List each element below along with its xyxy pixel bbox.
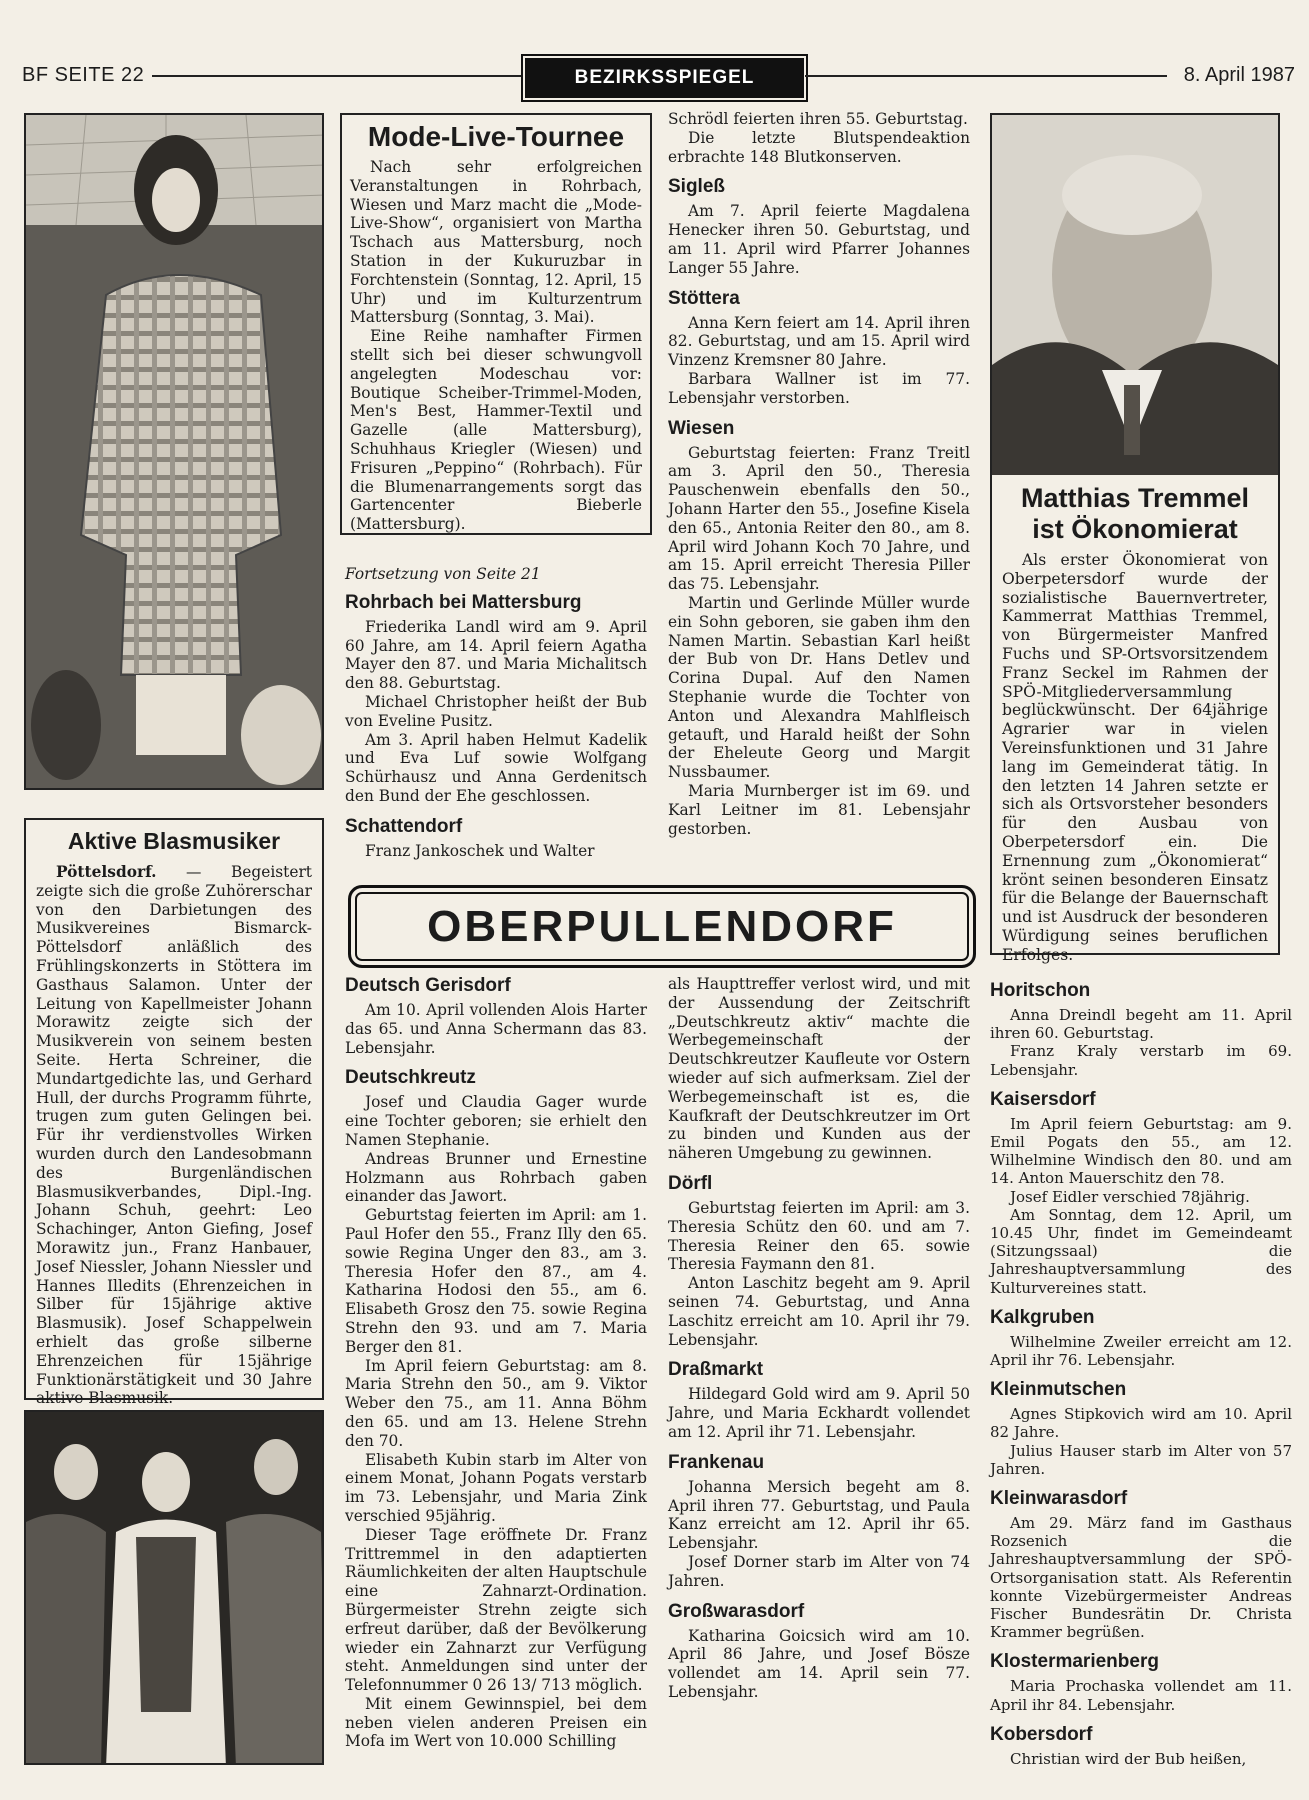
klostermarienberg-text: Maria Prochaska vollendet am 11. April ihr 84. Lebensjahr. (990, 1677, 1292, 1714)
kalkgruben-text: Wilhelmine Zweiler erreicht am 12. April ihr 76. Lebensjahr. (990, 1332, 1292, 1370)
stoettera-heading: Stöttera (668, 287, 740, 309)
horitschon-p2: Franz Kraly verstarb im 69. Lebensjahr. (990, 1042, 1292, 1079)
deutsch-gerisdorf-text: Am 10. April vollenden Alois Harter das 65. und Anna Schermann das 83. Lebensjahr. (345, 1001, 647, 1057)
tremmel-article (992, 475, 1278, 965)
horitschon-heading: Horitschon (990, 980, 1091, 1001)
kleinmutschen-heading: Kleinmutschen (990, 1379, 1127, 1401)
kleinmutschen-p1: Agnes Stipkovich wird am 10. April 82 Jahre. (990, 1405, 1292, 1442)
blasmusik-headline: Aktive Blasmusiker (67, 828, 281, 854)
deutschkreutz-continuation: als Haupttreffer verlost wird, und mit der Aussendung der Zeitschrift „Deutschkreutz aktiv“ machte die Werbegemeinschaft der Deutschkreutzer Kaufleute vor Ostern wieder auf sich aufmerksam. Ziel der Werbegemeinschaft ist es, die Kaufkraft der Deutschkreutzer im Ort zu binden und Kunden aus der näheren Umgebung zu gewinnen. (668, 975, 970, 1163)
region-banner: OBERPULLENDORF (348, 885, 976, 968)
fashion-photo-image (26, 115, 324, 790)
blasmusik-body: — Begeistert zeigte sich die große Zuhörerschar von den Darbietungen des Musikvereines Bismarck-Pöttelsdorf anläßlich des Frühlingskonzerts in Stöttera im Gasthaus Salamon. Unter der Leitung von Kapellmeister Johann Morawitz zeigte sich der Musikverein von seinem besten Seite. Herta Schreiner, die Mundartgedichte las, und Gerhard Hull, der durchs Programm führte, trugen zum guten Gelingen bei. Für ihr verdienstvolles Wirken wurden durch den Landesobmann des Burgenländischen Blasmusikverbandes, Dipl.-Ing. Johann Schuh, geehrt: Leo Schachinger, Anton Giefing, Josef Morawitz jun., Franz Hanbauer, Josef Niessler, Johann Niessler und Hannes Illedits (Ehrenzeichen in Silber für 15jährige aktive Blasmusik). Josef Schappelwein erhielt das große silberne Ehrenzeichen für 15jährige Funktionärstätigkeit und 30 Jahre aktive Blasmusik. (36, 863, 312, 1408)
grosswarasdorf-heading: Großwarasdorf (668, 1600, 805, 1622)
mode-article (340, 113, 652, 535)
header-rule-right (805, 75, 1167, 77)
blood-donation: Die letzte Blutspendeaktion erbrachte 148 Blutkonserven. (668, 128, 970, 166)
band-photo-image (26, 1412, 324, 1765)
column-c (990, 980, 1292, 1768)
kleinwarasdorf-heading: Kleinwarasdorf (990, 1488, 1128, 1510)
column-a (345, 975, 647, 1751)
kobersdorf-text: Christian wird der Bub heißen, (1010, 1749, 1247, 1768)
kobersdorf-heading: Kobersdorf (990, 1723, 1093, 1745)
klostermarienberg-heading: Klostermarienberg (990, 1651, 1159, 1673)
tremmel-box (990, 113, 1280, 964)
drassmarkt-heading: Draßmarkt (668, 1359, 764, 1381)
frankenau-heading: Frankenau (668, 1451, 765, 1473)
blasmusik-article (24, 818, 324, 1408)
column-3-top (668, 110, 970, 838)
doerfl-p2: Anton Laschitz begeht am 9. April seinen 74. Geburtstag, und Anna Laschitz erreicht am 10. April ihr 79. Lebensjahr. (668, 1274, 970, 1349)
mode-paragraph-2: Eine Reihe namhafter Firmen stellt sich bei dieser schwungvoll angelegten Modeschau vor: Boutique Scheiber-Trimmel-Moden, Men's Best, Hammer-Textil und Gazelle (alle Mattersburg), Schuhhaus Kriegler (Wiesen) und Frisuren „Peppino“ (Rohrbach). Für die Blumenarrangements sorgt das Gartencenter Bieberle (Mattersburg). (350, 327, 642, 534)
tremmel-portrait (992, 115, 1278, 475)
issue-date: 8. April 1987 (1183, 64, 1295, 86)
band-photo (24, 1410, 324, 1765)
deutschkreutz-p5: Elisabeth Kubin starb im Alter von einem Monat, Johann Pogats verstarb im 73. Lebensjahr, und Maria Zink verschied 95jährig. (345, 1450, 647, 1525)
sigless-heading: Sigleß (668, 176, 726, 198)
header-rule-left (152, 75, 524, 77)
wiesen-text-3: Maria Murnberger ist im 69. und Karl Leitner im 81. Lebensjahr gestorben. (668, 781, 970, 838)
blasmusik-text (36, 863, 312, 1408)
wiesen-continuation: Schrödl feierten ihren 55. Geburtstag. (668, 110, 968, 128)
deutschkreutz-p7: Mit einem Gewinnspiel, bei dem neben vielen anderen Preisen ein Mofa im Wert von 10.000 Schilling (345, 1694, 647, 1751)
wiesen-heading: Wiesen (668, 417, 735, 439)
rohrbach-paragraph-1: Friederika Landl wird am 9. April 60 Jahre, am 14. April feiern Agatha Mayer den 87. und Maria Michalitsch den 88. Geburtstag. (345, 617, 647, 693)
frankenau-p1: Johanna Mersich begeht am 8. April ihren 77. Geburtstag, und Paula Kanz erreicht am 12. April ihr 65. Lebensjahr. (668, 1477, 970, 1553)
wiesen-text-1: Geburtstag feierten: Franz Treitl am 3. April den 50., Theresia Pauschenwein ebenfalls den 50., Johann Harter den 55., Josefine Kisela den 65., Antonia Reiter den 80., am 8. April wird Johann Koch 70 Jahre, und am 15. April erreicht Theresia Piller das 75. Lebensjahr. (668, 443, 970, 594)
deutschkreutz-p1: Josef und Claudia Gager wurde eine Tochter geboren; sie erhielt den Namen Stephanie. (345, 1093, 647, 1149)
kaisersdorf-p1: Im April feiern Geburtstag: am 9. Emil Pogats den 55., am 12. Wilhelmine Windisch den 80. und am 14. Anton Mauerschitz den 78. (990, 1114, 1292, 1188)
section-banner: BEZIRKSSPIEGEL (525, 58, 804, 98)
mode-paragraph-1: Nach sehr erfolgreichen Veranstaltungen in Rohrbach, Wiesen und Marz macht die „Mode-Live-Show“, organisiert von Martha Tschach aus Mattersburg, noch Station in der Kukuruzbar in Forchtenstein (Sonntag, 12. April, 15 Uhr) und im Kulturzentrum Mattersburg (Sonntag, 3. Mai). (350, 158, 642, 327)
rohrbach-article (345, 565, 647, 861)
doerfl-p1: Geburtstag feierten im April: am 3. Theresia Schütz den 60. und am 7. Theresia Reiner den 65. sowie Theresia Faymann den 81. (668, 1198, 970, 1274)
rohrbach-paragraph-2: Michael Christopher heißt der Bub von Eveline Pusitz. (345, 692, 647, 730)
tremmel-text: Als erster Ökonomierat von Oberpetersdorf wurde der sozialistische Bauernvertreter, Kammerrat Matthias Tremmel, von Bürgermeister Manfred Fuchs und SP-Ortsvorsitzendem Franz Seckel im Rahmen der SPÖ-Mitgliederversammlung beglückwünscht. Der 64jährige Agrarier war in vielen Vereinsfunktionen und 31 Jahre lang im Gemeinderat tätig. In den letzten 14 Jahren setzte er sich als Ortsvorsteher besonders für den Ausbau von Oberpetersdorf ein. Die Ernennung zum „Ökonomierat“ krönt seinen besonderen Einsatz für die Belange der Bauernschaft und ist Ausdruck der besonderen Würdigung seines beruflichen Erfolges. (1002, 551, 1268, 964)
horitschon-p1: Anna Dreindl begeht am 11. April ihren 60. Geburtstag. (990, 1006, 1292, 1043)
kaisersdorf-p2: Josef Eidler verschied 78jährig. (1010, 1187, 1250, 1206)
wiesen-text-2: Martin und Gerlinde Müller wurde ein Sohn geboren, sie gaben ihm den Namen Martin. Sebastian Karl heißt der Bub von Dr. Hans Detlev und Corina Dupal. Auf den Namen Stephanie wurde die Tochter von Anton und Alexandra Mahlfleisch getauft, und Harald heißt der Sohn der Eheleute Georg und Margit Nussbaumer. (668, 593, 970, 782)
schattendorf-heading: Schattendorf (345, 815, 463, 837)
deutschkreutz-p3: Geburtstag feierten im April: am 1. Paul Hofer den 55., Franz Illy den 65. sowie Regina Unger den 83., am 3. Theresia Hofer den 87., am 4. Katharina Hodosi den 55., am 6. Elisabeth Grosz den 75. sowie Regina Strehn den 93. und am 7. Maria Berger den 81. (345, 1206, 647, 1356)
portrait-image (992, 115, 1278, 475)
deutschkreutz-heading: Deutschkreutz (345, 1067, 476, 1089)
rohrbach-paragraph-3: Am 3. April haben Helmut Kadelik und Eva Luf sowie Wolfgang Schürhausz und Anna Gerdenitsch den Bund der Ehe geschlossen. (345, 730, 647, 805)
continuation-note: Fortsetzung von Seite 21 (345, 565, 541, 583)
kleinmutschen-p2: Julius Hauser starb im Alter von 57 Jahren. (990, 1441, 1292, 1478)
sigless-text: Am 7. April feierte Magdalena Henecker ihren 50. Geburtstag, und am 11. April wird Pfarrer Johannes Langer 55 Jahre. (668, 202, 970, 277)
column-b (668, 975, 970, 1702)
kalkgruben-heading: Kalkgruben (990, 1306, 1095, 1328)
stoettera-text-2: Barbara Wallner ist im 77. Lebensjahr verstorben. (668, 369, 970, 407)
blasmusik-place: Pöttelsdorf. (56, 863, 157, 881)
schattendorf-text: Franz Jankoschek und Walter (365, 841, 595, 860)
tremmel-headline: Matthias Tremmel ist Ökonomierat (1020, 483, 1250, 544)
deutschkreutz-p4: Im April feiern Geburtstag: am 8. Maria Strehn den 50., am 9. Viktor Weber den 75., am 11. Anna Böhm den 65. und am 13. Helene Strehn den 70. (345, 1356, 647, 1450)
stoettera-text-1: Anna Kern feiert am 14. April ihren 82. Geburtstag, und am 15. April wird Vinzenz Kremsner 80 Jahre. (668, 313, 970, 370)
grosswarasdorf-text: Katharina Goicsich wird am 10. April 86 Jahre, und Josef Bösze vollendet am 14. April sein 77. Lebensjahr. (668, 1626, 970, 1701)
frankenau-p2: Josef Dorner starb im Alter von 74 Jahren. (668, 1552, 970, 1590)
page-label: BF SEITE 22 (22, 64, 145, 86)
kaisersdorf-heading: Kaisersdorf (990, 1088, 1096, 1110)
deutschkreutz-p2: Andreas Brunner und Ernestine Holzmann aus Rohrbach gaben einander das Jawort. (345, 1149, 647, 1206)
deutsch-gerisdorf-heading: Deutsch Gerisdorf (345, 975, 511, 996)
kaisersdorf-p3: Am Sonntag, dem 12. April, um 10.45 Uhr, findet im Gemeindeamt (Sitzungssaal) die Jahreshauptversammlung des Kulturvereines statt. (990, 1205, 1292, 1297)
fashion-photo (24, 113, 324, 790)
rohrbach-heading: Rohrbach bei Mattersburg (345, 591, 582, 613)
kleinwarasdorf-text: Am 29. März fand im Gasthaus Rozsenich die Jahreshauptversammlung der SPÖ-Ortsorganisation statt. Als Referentin konnte Vizebürgermeister Andreas Fischer Bundesrätin Dr. Christa Krammer begrüßen. (990, 1514, 1292, 1642)
doerfl-heading: Dörfl (668, 1172, 713, 1194)
drassmarkt-text: Hildegard Gold wird am 9. April 50 Jahre, und Maria Eckhardt vollendet am 12. April ihr 71. Lebensjahr. (668, 1385, 970, 1441)
mode-headline: Mode-Live-Tournee (367, 121, 625, 152)
deutschkreutz-p6: Dieser Tage eröffnete Dr. Franz Trittremmel in den adaptierten Räumlichkeiten der alten Hauptschule eine Zahnarzt-Ordination. Bürgermeister Strehn zeigte sich erfreut darüber, daß der Bevölkerung wieder ein Zahnarzt zur Verfügung steht. Anmeldungen sind unter der Telefonnummer 0 26 13/ 713 möglich. (345, 1525, 647, 1695)
